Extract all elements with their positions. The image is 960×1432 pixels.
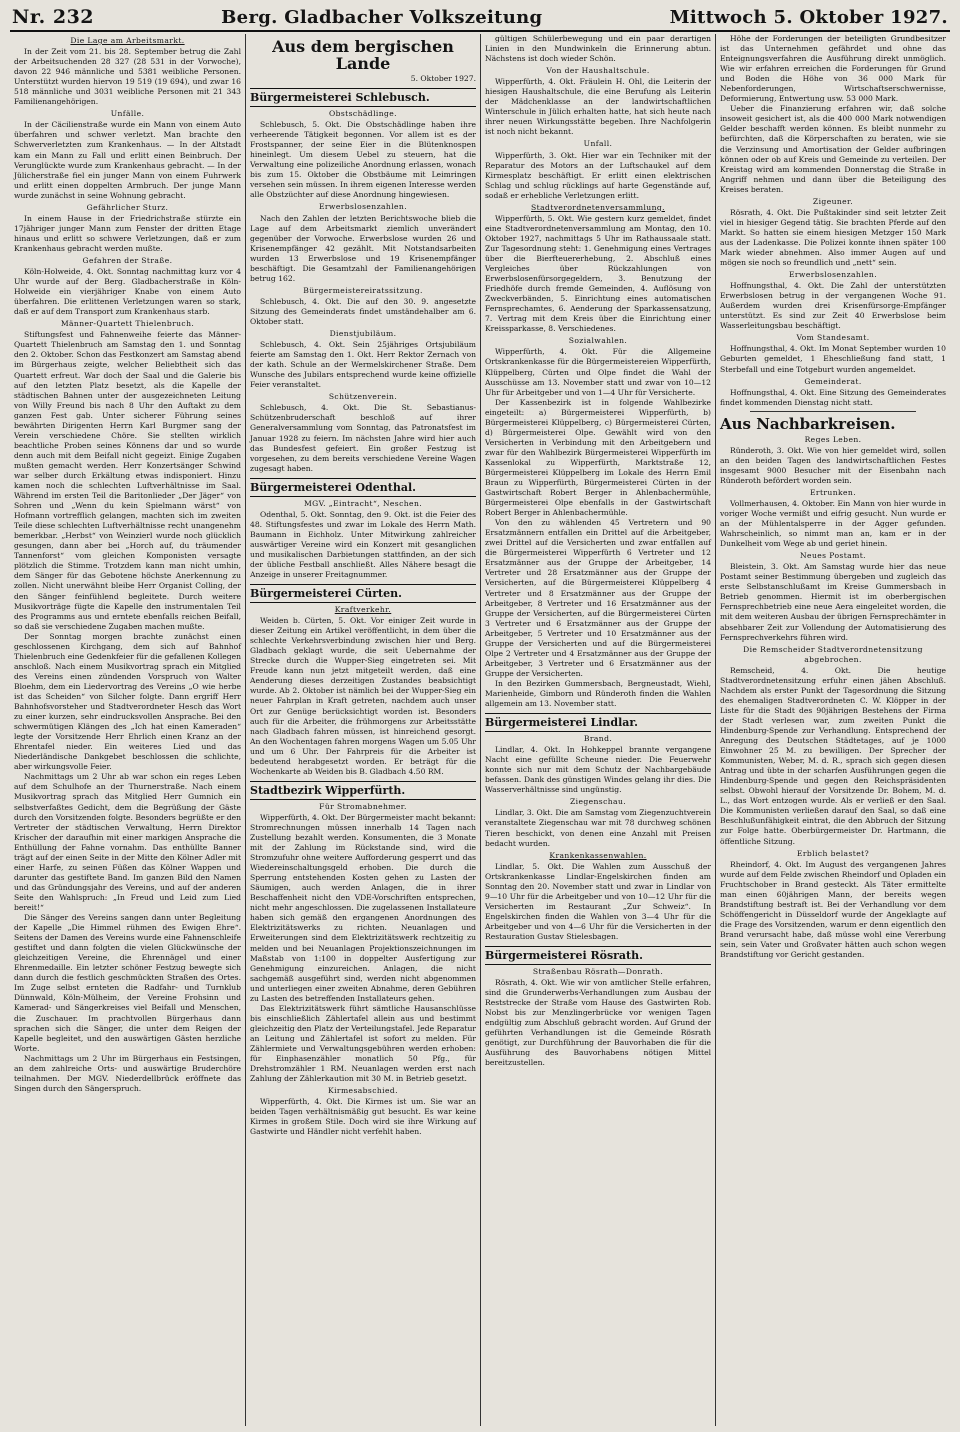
- paragraph: In den Bezirken Gummersbach, Bergneustadt, Wiehl, Marienheide, Gimborn und Ründeroth finden die Wahlen allgemein am 13. November statt.: [485, 678, 711, 709]
- column-2: [245, 34, 480, 1426]
- paragraph: Rheindorf, 4. Okt. Im August des vergangenen Jahres wurde auf dem Felde zwischen Rheindorf und Opladen ein Fruchtschober in Brand gesteckt. Als Täter ermittelte man einen 60jährigen Mann, der bereits wegen Brandstiftung bestraft ist. Bei der Verhandlung vor dem Schöffengericht in Düsseldorf wurde der Angeklagte auf die Frage des Vorsitzenden, warum er denn eigentlich den Brand verursacht habe, daß müsse wohl eine Vererbung sein, sein Vater und Großvater hätten auch schon wegen Brandstiftung vor Gericht gestanden.: [720, 859, 947, 960]
- heading: Gefahren der Straße.: [82, 255, 173, 265]
- column-4: [715, 34, 950, 1426]
- paragraph: In der Cäcilienstraße wurde ein Mann von einem Auto überfahren und schwer verletzt. Man brachte den Schwerverletzten zum Krankenhaus. — In der Altstadt kam ein Mann zu Fall und erlitt einen Beinbruch. Der Verunglückte wurde zum Krankenhaus gebracht. — In der Jülicherstraße fiel ein junger Mann von einem Fuhrwerk und erlitt einen doppelten Armbruch. Der junge Mann wurde zunächst in seine Wohnung gebracht.: [14, 120, 241, 200]
- paragraph: Der Kassenbezirk ist in folgende Wahlbezirke eingeteilt: a) Bürgermeisterei Wipperfürth, b) Bürgermeisterei Klüppelberg, c) Bürgermeisterei Cürten, d) Bürgermeisterei Olpe. Gewählt wird von den Versicherten in Verbindung mit den Arbeitgebern und zwar für den Wahlbezirk Bürgermeisterei Wipperfürth im Kassenlokal zu Wipperfürth, Marktstraße 12, Bürgermeisterei Klüppelberg im Lokale des Herrn Emil Braun zu Wipperfürth, Bürgermeisterei Cürten in der Gastwirtschaft Robert Berger in Ahlenbachermühle, Bürgermeisterei Olpe ebenfalls in der Gastwirtschaft Robert Berger in Ahlenbachermühle.: [485, 397, 711, 518]
- paragraph: Bleistein, 3. Okt. Am Samstag wurde hier das neue Postamt seiner Bestimmung übergeben und zugleich das erste Selbstanschlußamt im Kreise Gummersbach in Betrieb genommen. Hiermit ist im oberbergischen Fernsprechbetrieb eine neue Aera eingeleitet worden, die mit dem weiteren Ausbau der übrigen Fernsprechämter in absehbarer Zeit zur Vollendung der Automatisierung des Fernsprechverkehrs führen wird.: [720, 562, 946, 642]
- heading: Brand.: [583, 734, 613, 744]
- divider: [750, 411, 916, 412]
- paragraph: Wipperfürth, 4. Okt. Der Bürgermeister macht bekannt: Stromrechnungen müssen innerhalb 14 Tagen nach Zustellung bezahlt werden. Konsumenten, die 3 Monate mit der Zahlung im Rückstande sind, wird die Stromzufuhr ohne weitere Aufforderung gesperrt und das Wiedereinschaltungsgeld erhoben. Die durch die Sperrung entstehenden Kosten gehen zu Lasten der Säumigen, auch werden Anlagen, die in ihrer Beschaffenheit nicht den VDE-Vorschriften entsprechen, nicht mehr angeschlossen. Die zugelassenen Installateure haben sich gemäß den ergangenen Anordnungen des Elektrizitätswerks zu richten. Neuanlagen und Erweiterungen sind dem Elektrizitätswerk rechtzeitig zu melden und bei Neuanlagen Projektionszeichnungen im Maßstab von 1:100 in doppelter Ausfertigung zur Genehmigung einzureichen. Anlagen, die nicht sachgemäß ausgeführt sind, werden nicht abgenommen und unterliegen einer zweiten Abnahme, deren Gebühren zu Lasten des betreffenden Installateurs gehen.: [250, 812, 476, 1003]
- heading: Die Lage am Arbeitsmarkt.: [70, 36, 185, 45]
- masthead-rule: [10, 30, 950, 32]
- paragraph: Wipperfürth, 3. Okt. Hier war ein Techniker mit der Reparatur des Motors an der Luftschaukel auf dem Kirmesplatz beschäftigt. Er erlitt einen elektrischen Schlag und schlug rücklings auf harte Gegenstände auf, sodaß er erhebliche Verletzungen erlitt.: [485, 150, 711, 200]
- paragraph: In der Zeit vom 21. bis 28. September betrug die Zahl der Arbeitsuchenden 28 327 (28 531 in der Vorwoche), davon 22 946 männliche und 5381 weibliche Personen. Unterstützt wurden hiervon 19 519 (19 694), und zwar 16 518 männliche und 3031 weibliche Personen mit 21 343 Familienangehörigen.: [14, 47, 241, 107]
- masthead: [10, 6, 950, 28]
- heading: Gefährlicher Sturz.: [86, 202, 169, 212]
- heading: Ertrunken.: [809, 487, 857, 497]
- section-title: Aus dem bergischen Lande: [272, 37, 454, 73]
- paragraph: Schlebusch, 5. Okt. Die Obstschädlinge haben ihre verheerende Tätigkeit begonnen. Vor allem ist es der Frostspanner, der seine Eier in die Blütenknospen hineinlegt. Um diesem Uebel zu steuern, hat die Verwaltung eine polizeiliche Anordnung erlassen, wonach bis zum 15. Oktober die Obstbäume mit Leimringen versehen sein müssen. In ihrem eigenen Interesse werden alle Obstzüchter auf diese Anordnung hingewiesen.: [250, 120, 476, 200]
- heading: Erblich belastet?: [796, 848, 870, 858]
- heading: Ziegenschau.: [569, 797, 627, 807]
- column-1: [10, 34, 245, 1426]
- section-title: Aus Nachbarkreisen.: [720, 414, 896, 433]
- heading: Unfälle.: [110, 109, 145, 119]
- paragraph: Höhe der Forderungen der beteiligten Grundbesitzer ist das Unternehmen gefährdet und ohne das Enteignungsverfahren die Ausführung direkt unmöglich. Wie wir erfahren erreichen die Forderungen für Grund und Boden die Höhe von 36 000 Mark für Nebenforderungen, Wirtschaftserschwernisse, Deformierung, Entwertung usw. 53 000 Mark.: [720, 34, 946, 104]
- newspaper-name: Berg. Gladbacher Volkszeitung: [221, 7, 543, 28]
- issue-number: Nr. 232: [12, 6, 95, 28]
- heading: Erwerbslosenzahlen.: [318, 202, 408, 212]
- paragraph: Hoffnungsthal, 4. Okt. Die Zahl der unterstützten Erwerbslosen betrug in der vergangenen Woche 91. Außerdem wurden drei Krisenfürsorge-Empfänger unterstützt. Es sind zur Zeit 40 Erwerbslose beim Wasserleitungsbau beschäftigt.: [720, 281, 946, 331]
- district-heading: Bürgermeisterei Rösrath.: [485, 946, 711, 965]
- issue-date: Mittwoch 5. Oktober 1927.: [669, 7, 948, 28]
- heading: Obstschädlinge.: [329, 109, 397, 119]
- paragraph: Köln-Holweide, 4. Okt. Sonntag nachmittag kurz vor 4 Uhr wurde auf der Berg. Gladbacherstraße in Köln-Holweide ein vierjähriger Knabe von einem Auto überfahren. Die erlittenen Verletzungen waren so stark, daß er auf dem Transport zum Krankenhaus starb.: [14, 267, 241, 317]
- paragraph: Odenthal, 5. Okt. Sonntag, den 9. Okt. ist die Feier des 48. Stiftungsfestes und zwar im Lokale des Herrn Math. Baumann in Eichholz. Unter Mitwirkung zahlreicher auswärtiger Vereine wird ein Konzert mit gesanglichen und musikalischen Darbietungen stattfinden, an der sich der übliche Festball anschließt. Alles Nähere besagt die Anzeige in unserer Freitagnummer.: [250, 509, 476, 580]
- paragraph: Nachmittags um 2 Uhr im Bürgerhaus ein Festsingen, an dem zahlreiche Orts- und auswärtige Bruderchöre teilnahmen. Der MGV. Niederdellbrück eröffnete das Singen durch den Sängerspruch.: [14, 1053, 241, 1093]
- heading: MGV. „Eintracht“, Neschen.: [303, 498, 423, 508]
- paragraph: Lindlar, 3. Okt. Die am Samstag vom Ziegenzuchtverein veranstaltete Ziegenschau war mit 78 durchweg schönen Tieren beschickt, von denen eine Anzahl mit Preisen bedacht wurden.: [485, 808, 711, 848]
- paragraph: Das Elektrizitätswerk führt sämtliche Hausanschlüsse bis einschließlich Zählertafel allein aus und bestimmt gleichzeitig den Platz der Verteilungstafel. Jede Reparatur an Leitung und Zählertafel ist sofort zu melden. Für Zählermiete und Verwaltungsgebühren werden erhoben: für Einphasenzähler monatlich 50 Pfg., für Drehstromzähler 1 RM. Neuanlagen werden erst nach Zahlung der Zählerkaution mit 30 M. in Betrieb gesetzt.: [250, 1003, 476, 1084]
- paragraph: Weiden b. Cürten, 5. Okt. Vor einiger Zeit wurde in dieser Zeitung ein Artikel veröffentlicht, in dem über die schlechte Verkehrsverbindung zwischen hier und Berg. Gladbach geklagt wurde, die seit Uebernahme der Strecke durch die Wupper-Sieg eingetreten sei. Mit Freude kann nun jetzt mitgeteilt werden, daß eine Aenderung dieses derzeitigen Zustandes beabsichtigt wurde. Ab 2. Oktober ist nämlich bei der Wupper-Sieg ein neuer Fahrplan in Kraft getreten, nachdem auch unser Ort zur Genüge berücksichtigt worden ist. Besonders auch für die Arbeiter, die frühmorgens zur Arbeitsstätte nach Gladbach fahren müssen, ist hinreichend gesorgt. An den Wochentagen fahren morgens Wagen um 5.05 Uhr und um 6 Uhr. Der Fahrpreis für die Arbeiter ist bedeutend herabgesetzt worden. Er beträgt für die Wochenkarte ab Weiden bis B. Gladbach 4.50 RM.: [250, 616, 476, 776]
- paragraph: Schlebusch, 4. Okt. Die St. Sebastianus-Schützenbruderschaft beschloß auf ihrer Generalversammlung vom Sonntag, das Patronatsfest im Januar 1928 zu feiern. Im nächsten Jahre wird hier auch das Bundesfest gefeiert. Ein großer Festzug ist vorgesehen, zu dem bereits verschiedene Vereine Wagen zugesagt haben.: [250, 403, 476, 473]
- paragraph: Wipperfürth, 5. Okt. Wie gestern kurz gemeldet, findet eine Stadtverordnetenversammlung am Montag, den 10. Oktober 1927, nachmittags 5 Uhr im Rathaussaale statt. Zur Tagesordnung steht: 1. Genehmigung eines Vertrages über die Bierfteuererhebung, 2. Abschluß eines Vergleiches über Rückzahlungen von Erwerbslosenfürsorgegeldern, 3. Benutzung der Friedhöfe durch fremde Gemeinden, 4. Auflösung von Zweckverbänden, 5. Einrichtung eines automatischen Fernsprechamtes, 6. Aenderung der Sparkassensatzung, 7. Vertrag mit dem Kreis über die Einrichtung einer Kreissparkasse, 8. Verschiedenes.: [485, 213, 711, 334]
- paragraph: Rösrath, 4. Okt. Die Pußtakinder sind seit letzter Zeit viel in hiesiger Gegend tätig. Sie brachten Pferde auf den Markt. So hatten sie einem hiesigen Metzger 150 Mark aus der Ladenkasse. Die Polizei konnte ihnen später 100 Mark wieder abnehmen. Also immer Augen auf und mögen sie noch so freundlich und „nett“ sein.: [720, 207, 946, 268]
- column-3: [480, 34, 715, 1426]
- heading: Kirmesabschied.: [328, 1086, 398, 1096]
- heading: Von der Haushaltschule.: [546, 66, 650, 76]
- heading: Vom Standesamt.: [796, 333, 870, 343]
- paragraph: Schlebusch, 4. Okt. Sein 25jähriges Ortsjubiläum feierte am Samstag den 1. Okt. Herr Rektor Zernach von der kath. Schule an der Wermelskirchener Straße. Dem Wunsche des Jubilars entsprechend wurde keine offizielle Feier veranstaltet.: [250, 340, 476, 390]
- district-heading: Stadtbezirk Wipperfürth.: [250, 781, 476, 800]
- district-heading: Bürgermeisterei Lindlar.: [485, 713, 711, 732]
- district-heading: Bürgermeisterei Cürten.: [250, 584, 476, 603]
- heading: Reges Leben.: [804, 434, 862, 444]
- district-heading: Bürgermeisterei Schlebusch.: [250, 88, 476, 107]
- paragraph: Schlebusch, 4. Okt. Die auf den 30. 9. angesetzte Sitzung des Gemeinderats findet umständehalber am 6. Oktober statt.: [250, 296, 476, 326]
- paragraph: Ueber die Finanzierung erfahren wir, daß solche insoweit gesichert ist, als die 400 000 Mark notwendigen Gelder beschafft werden können. Es bleibt nunmehr zu befürchten, daß die Körperschaften zu beraten, wie sie die Verzinsung und Amortisation der Gelder aufbringen können oder ob auf Kreis und Gemeinde zu verteilen. Der Kreistag wird am kommenden Donnerstag die Straße in Angriff nehmen und dann über die Beteiligung des Kreises beraten.: [720, 104, 946, 194]
- paragraph: gültigen Schülerbewegung und ein paar derartigen Linien in den Mundwinkeln die Erinnerung abtun. Nächstens ist doch wieder Schön.: [485, 34, 711, 64]
- columns: [10, 34, 950, 1426]
- heading: Sozialwahlen.: [568, 336, 628, 346]
- heading: Unfall.: [583, 139, 613, 149]
- paragraph: Der Sonntag morgen brachte zunächst einen geschlossenen Kirchgang, dem sich auf Bahnhof Thielenbruch eine Gedenkfeier für die gefallenen Kollegen anschloß. Nach einem Musikvortrag sprach ein Mitglied des Vereins einen zündenden Vorspruch von Walter Bloehm, dem ein Liedervortrag des Vereins „O wie herbe ist das Scheiden“ von Silcher folgte. Dann ergriff Herr Bahnhofsvorsteher und Stadtverordneter Hesch das Wort zu einer kurzen, sehr eindrucksvollen Ansprache. Bei den schwermütigen Klängen des „Ich hat einen Kameraden“ legte der Vorsitzende Herr Ehrlich einen Kranz an der Ehrentafel nieder. Ein weiteres Lied und das Niederländische Dankgebet beschlossen die schlichte, aber wirkungsvolle Feier.: [14, 631, 241, 772]
- heading: Gemeinderat.: [804, 376, 862, 386]
- paragraph: Remscheid, 4. Okt. Die heutige Stadtverordnetensitzung erfuhr einen jähen Abschluß. Nachdem als erster Punkt der Tagesordnung die Sitzung des ehemaligen Stadtverordneten C. W. Klöpper in der Liste für die Stadt des 90jährigen Bestehens der Firma der Stadt verlesen war, zum zweiten Punkt die Hindenburg-Spende zur Verhandlung. Entsprechend der Anregung des Deutschen Städtetages, auf je 1000 Einwohner 25 M. zu bewilligen. Der Sprecher der Kommunisten, Weber, M. d. R., sprach sich gegen diesen Antrag und übte in der scharfen Ausführungen gegen die Hindenburg-Spende und gegen den Reichspräsidenten selbst. Obwohl hierauf der Vorsitzende Dr. Bohem, M. d. L., das Wort entzogen wurde. Als er verließ er den Saal. Die Kommunisten verließen darauf den Saal, so daß eine Beschlußunfähigkeit eintrat, die den Abbruch der Sitzung zur Folge hatte. Oberbürgermeister Dr. Hartmann, die öffentliche Sitzung.: [720, 665, 946, 846]
- paragraph: Vollmerhausen, 4. Oktober. Ein Mann von hier wurde in voriger Woche vermißt und eifrig gesucht. Nun wurde er an der Mühlentalsperre in der Agger gefunden. Wahrscheinlich, so nimmt man an, kam er in der Dunkelheit vom Wege ab und geriet hinein.: [720, 498, 946, 549]
- paragraph: Lindlar, 5. Okt. Die Wahlen zum Ausschuß der Ortskrankenkasse Lindlar-Engelskirchen finden am Sonntag den 20. November statt und zwar in Lindlar von 9—10 Uhr für die Arbeitgeber und von 10—12 Uhr für die Versicherten im Restaurant „Zur Schweiz“. In Engelskirchen finden die Wahlen von 3—4 Uhr für die Arbeitgeber und von 4—6 Uhr für die Versicherten in der Restauration Gustav Stielesbagen.: [485, 861, 711, 941]
- heading: Erwerbslosenzahlen.: [788, 270, 878, 280]
- heading: Zigeuner.: [812, 196, 854, 206]
- paragraph: Die Sänger des Vereins sangen dann unter Begleitung der Kapelle „Die Himmel rühmen des Ewigen Ehre“. Seitens der Damen des Vereins wurde eine Fahnenschleife gestiftet und dann folgten die vielen Glückwünsche der gleichzeitigen Vereine, die Ehrennägel und einer Ehrenmedaille. Ein letzter schöner Festzug bewegte sich dann durch die festlich geschmückten Straßen des Ortes. Im Zuge selbst ernteten die Radfahr- und Turnklub Dünnwald, Köln-Mülheim, der Vereine Frohsinn und Kamerad- und Sängerkreises viel Beifall und Menschen, die Zuschauer. Im prachtvollen Bürgerhaus dann sprachen sich die Sänger, die unter dem Reigen der Kapelle begleitet, und den auswärtigen Gästen herzliche Worte.: [14, 913, 241, 1053]
- paragraph: Ründeroth, 3. Okt. Wie von hier gemeldet wird, sollen an den beiden Tagen des landwirtschaftlichen Festes insgesamt 9000 Besucher mit der Eisenbahn nach Ründeroth befördert worden sein.: [720, 445, 946, 485]
- paragraph: Hoffnungsthal, 4. Okt. Eine Sitzung des Gemeinderates findet kommenden Dienstag nicht statt.: [720, 387, 946, 407]
- paragraph: Wipperfürth, 4. Okt. Die Kirmes ist um. Sie war an beiden Tagen verhältnismäßig gut besucht. Es war keine Kirmes in großem Stile. Doch wird sie ihre Wirkung auf Gastwirte und Händler nicht verfehlt haben.: [250, 1097, 476, 1137]
- paragraph: Wipperfürth, 4. Okt. Für die Allgemeine Ortskrankenkasse für die Bürgermeistereien Wipperfürth, Klüppelberg, Cürten und Olpe findet die Wahl der Ausschüsse am 13. November statt und zwar von 10—12 Uhr für Arbeitgeber und von 1—4 Uhr für Versicherte.: [485, 347, 711, 397]
- paragraph: Wipperfürth, 4. Okt. Fräulein H. Ohl, die Leiterin der hiesigen Haushaltschule, die eine Berufung als Leiterin der Mädchenklasse an der landwirtschaftlichen Winterschule in Jülich erhalten hatte, hat sich heute nach ihrer neuen Wirkungsstätte begeben. Ihre Nachfolgerin ist noch nicht bekannt.: [485, 77, 711, 137]
- heading: Schützenverein.: [328, 392, 398, 402]
- dateline: 5. Oktober 1927.: [410, 74, 476, 83]
- heading: Krankenkassenwahlen.: [549, 850, 647, 860]
- heading: Straßenbau Rösrath—Donrath.: [532, 967, 664, 977]
- paragraph: Stiftungsfest und Fahnenweihe feierte das Männer-Quartett Thielenbruch am Samstag den 1. und Sonntag den 2. Oktober. Schon das Festkonzert am Samstag abend im Bürgerhaus zeigte, welcher Beliebtheit sich das Quartett erfreut. War doch der Saal und die Galerie bis auf den letzten Platz besetzt, als die Kapelle der städtischen Bahnen unter der ausgezeichneten Leitung von Willy Freund bis nach 8 Uhr den Auftakt zu dem ganzen Fest gab. Unter sicherer Führung seines bewährten Dirigenten Herrn Karl Burgmer sang der Verein verschiedene Chöre. Sie stellten wirklich beachtliche Proben seines Könnens dar und so wurde denn auch mit dem Beifall nicht gegeizt. Einige Zugaben mußten gemacht werden. Herr Konzertsänger Schwind war selber durch Erkältung etwas indisponiert. Hinzu kamen noch die schlechten Luftverhältnisse im Saal. Während im ersten Teil die Baritonlieder „Der Jäger“ von Sohren und „Wenn du kein Spielmann wärst“ von Hofmann vortrefflich gelangen, machten sich im zweiten Teile diese schlechten Luftverhältnisse recht unangenehm bemerkbar. „Herbst“ von Weinzierl wurde noch glücklich gesungen, dann aber bei „Horch auf, du träumender Tannenforst“ vom gleichen Komponisten versagte plötzlich die Stimme. Trotzdem kann man nicht umhin, dem Sänger für das Gebotene höchste Anerkennung zu zollen. Nicht unerwähnt bleibe Herr Organist Colling, der den Sänger feinfühlend begleitete. Durch weitere Musikvorträge fügte die Kapelle den instrumentalen Teil des Programms aus und erntete ebenfalls reichen Beifall, so daß sie verschiedene Zugaben machen mußte.: [14, 330, 241, 631]
- paragraph: Hoffnungsthal, 4. Okt. Im Monat September wurden 10 Geburten gemeldet, 1 Eheschließung fand statt, 1 Sterbefall und eine Totgeburt wurden angemeldet.: [720, 344, 946, 374]
- paragraph: Von den zu wählenden 45 Vertretern und 90 Ersatzmännern entfallen ein Drittel auf die Arbeitgeber, zwei Drittel auf die Versicherten und zwar entfallen auf die Bürgermeisterei Wipperfürth 6 Vertreter und 12 Ersatzmänner aus der Gruppe der Arbeitgeber, 14 Vertreter und 28 Ersatzmänner aus der Gruppe der Versicherten, auf die Bürgermeisterei Klüppelberg 4 Vertreter und 8 Ersatzmänner aus der Gruppe der Arbeitgeber, 8 Vertreter und 16 Ersatzmänner aus der Gruppe der Versicherten, auf die Bürgermeisterei Cürten 3 Vertreter und 6 Ersatzmänner aus der Gruppe der Arbeitgeber, 5 Vertreter und 10 Ersatzmänner aus der Gruppe der Versicherten und auf die Bürgermeisterei Olpe 2 Vertreter und 4 Ersatzmänner aus der Gruppe der Arbeitgeber, 3 Vertreter und 6 Ersatzmänner aus der Gruppe der Versicherten.: [485, 518, 711, 678]
- paragraph: Nachmittags um 2 Uhr ab war schon ein reges Leben auf dem Schulhofe an der Thurnerstraße. Nach einem Musikvortrag sprach das Mitglied Herr Gumnich ein selbstverfaßtes Gedicht, dem die Begrüßung der Gäste durch den Vorsitzenden folgte. Besonders begrüßte er den Vertreter der städtischen Verwaltung, Herrn Direktor Krischer der daraufhin mit einer markigen Ansprache die Enthüllung der Fahne vornahm. Das enthüllte Banner trägt auf der einen Seite in der Mitte den Kölner Adler mit einer Harfe, zu seinen Füßen das Kölner Wappen und darunter das gestiftete Band. Im ganzen Bild den Namen und das Gründungsjahr des Vereins, und auf der anderen Seite den Wahlspruch: „In Freud und Leid zum Lied bereit!“: [14, 772, 241, 912]
- paragraph: In einem Hause in der Friedrichstraße stürzte ein 17jähriger junger Mann zum Fenster der dritten Etage hinaus und erlitt so schwere Verletzungen, daß er zum Krankenhaus gebracht werden mußte.: [14, 213, 241, 253]
- district-heading: Bürgermeisterei Odenthal.: [250, 478, 476, 497]
- heading: Kraftverkehr.: [334, 605, 392, 615]
- paragraph: Rösrath, 4. Okt. Wie wir von amtlicher Stelle erfahren, sind die Grunderwerbs-Verhandlungen zum Ausbau der Reststrecke der Straße vom Hause des Gastwirten Rob. Nobst bis zur Menzlingerbrücke vor wenigen Tagen endgültig zum Abschluß gebracht worden. Auf Grund der geführten Verhandlungen ist die Gemeinde Rösrath genötigt, zur Durchführung der Bauvorhaben die für die Ausführung des Bauvorhabens nötigen Mittel bereitzustellen.: [485, 978, 711, 1068]
- heading: Die Remscheider Stadtverordnetensitzung abgebrochen.: [743, 644, 923, 664]
- paragraph: Lindlar, 4. Okt. In Hohkeppel brannte vergangene Nacht eine gefüllte Scheune nieder. Die Feuerwehr konnte sich nur mit dem Schutz der Nachbargebäude befassen. Dank des günstigen Windes gelang ihr dies. Die Wasserverhältnisse sind ungünstig.: [485, 745, 711, 795]
- heading: Dienstjubiläum.: [329, 329, 397, 339]
- heading: Männer-Quartett Thielenbruch.: [60, 319, 195, 329]
- heading: Bürgermeistereiratssitzung.: [303, 285, 423, 295]
- heading: Neues Postamt.: [800, 551, 866, 561]
- heading: Stadtverordnetenversammlung.: [531, 202, 665, 212]
- heading: Für Stromabnehmer.: [319, 801, 407, 811]
- paragraph: Nach den Zahlen der letzten Berichtswoche blieb die Lage auf dem Arbeitsmarkt ziemlich unverändert gegenüber der Vorwoche. Erwerbslose wurden 26 und Krisenempfänger 42 gezählt. Mit Notstandsarbeiten wurden 13 Erwerbslose und 19 Krisenempfänger beschäftigt. Die Gesamtzahl der Familienangehörigen betrug 162.: [250, 213, 476, 283]
